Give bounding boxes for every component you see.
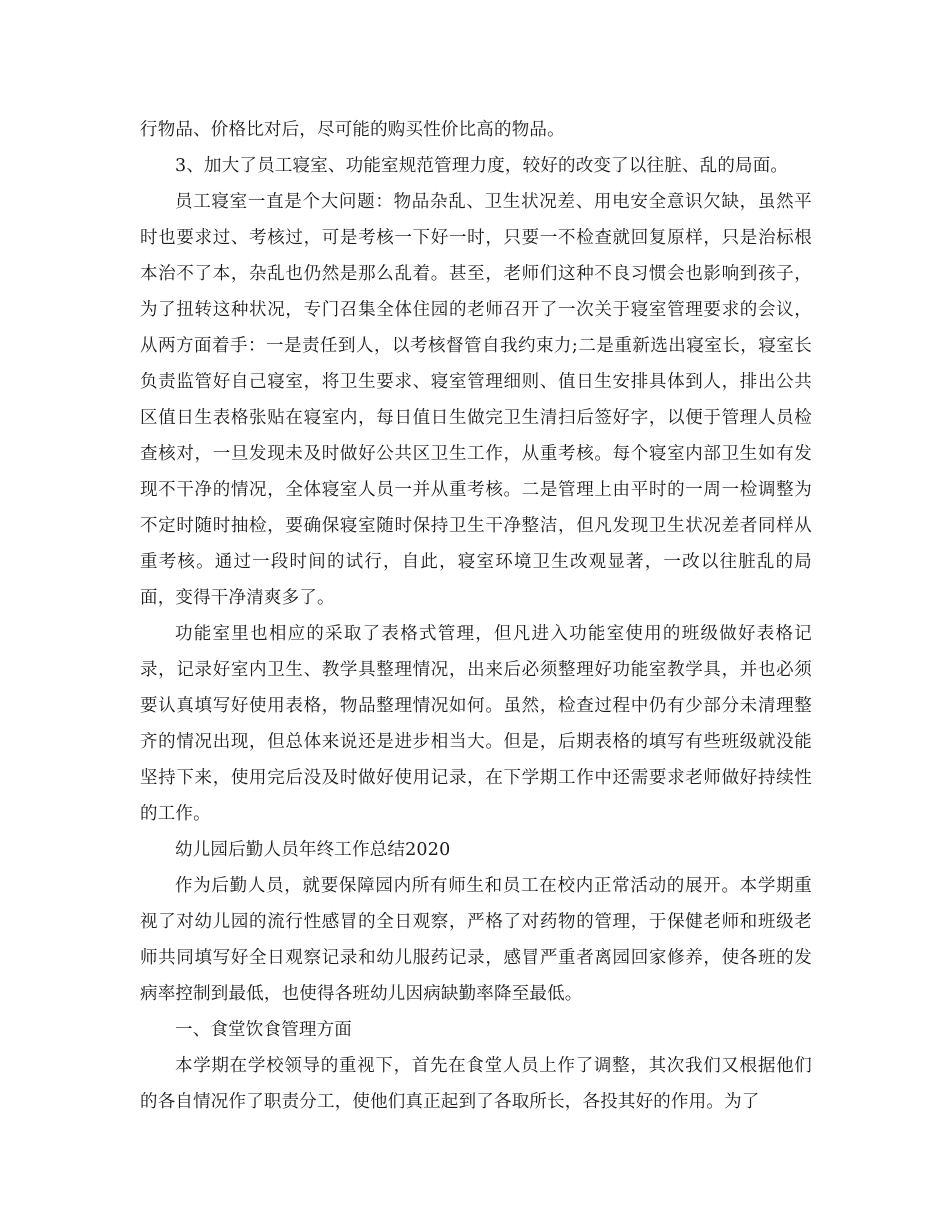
paragraph-2: 3、加大了员工寝室、功能室规范管理力度，较好的改变了以往脏、乱的局面。 (175, 156, 789, 176)
paragraph-6: 作为后勤人员，就要保障园内所有师生和员工在校内正常活动的展开。本学期重视了对幼儿园的流行性感冒的全日观察，严格了对药物的管理，于保健老师和班级老师共同填写好全日观察记录和幼儿服药记录，感冒严重者离园回家修养，使各班的发病率控制到最低，也使得各班幼儿因病缺勤率降至最低。 (140, 876, 812, 1004)
section-heading-title: 幼儿园后勤人员年终工作总结2020 (175, 840, 451, 860)
paragraph-1: 行物品、价格比对后，尽可能的购买性价比高的物品。 (140, 120, 565, 140)
paragraph-4: 功能室里也相应的采取了表格式管理，但凡进入功能室使用的班级做好表格记录，记录好室内卫生、教学具整理情况，出来后必须整理好功能室教学具，并也必须要认真填写好使用表格，物品整理情况如何。虽然，检查过程中仍有少部分未清理整齐的情况出现，但总体来说还是进步相当大。但是，后期表格的填写有些班级就没能坚持下来，使用完后没及时做好使用记录，在下学期工作中还需要求老师做好持续性的工作。 (140, 624, 812, 824)
document-body (140, 112, 812, 1120)
paragraph-8: 本学期在学校领导的重视下，首先在食堂人员上作了调整，其次我们又根据他们的各自情况作了职责分工，使他们真正起到了各取所长，各投其好的作用。为了 (140, 1056, 812, 1112)
section-heading-canteen: 一、食堂饮食管理方面 (175, 1020, 352, 1040)
paragraph-3: 员工寝室一直是个大问题：物品杂乱、卫生状况差、用电安全意识欠缺，虽然平时也要求过、考核过，可是考核一下好一时，只要一不检查就回复原样，只是治标根本治不了本，杂乱也仍然是那么乱着。甚至，老师们这种不良习惯会也影响到孩子，为了扭转这种状况，专门召集全体住园的老师召开了一次关于寝室管理要求的会议，从两方面着手：一是责任到人，以考核督管自我约束力;二是重新选出寝室长，寝室长负责监管好自己寝室，将卫生要求、寝室管理细则、值日生安排具体到人，排出公共区值日生表格张贴在寝室内，每日值日生做完卫生清扫后签好字，以便于管理人员检查核对，一旦发现未及时做好公共区卫生工作，从重考核。每个寝室内部卫生如有发现不干净的情况，全体寝室人员一并从重考核。二是管理上由平时的一周一检调整为不定时随时抽检，要确保寝室随时保持卫生干净整洁，但凡发现卫生状况差者同样从重考核。通过一段时间的试行，自此，寝室环境卫生改观显著，一改以往脏乱的局面，变得干净清爽多了。 (140, 192, 812, 608)
